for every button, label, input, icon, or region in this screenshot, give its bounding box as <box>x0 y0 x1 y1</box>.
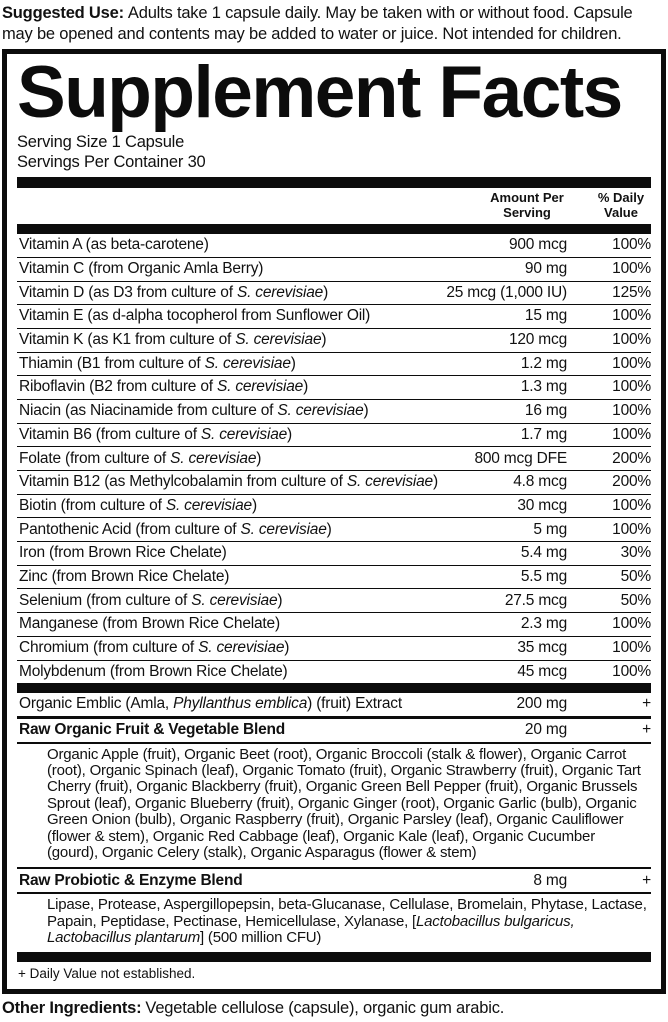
amount-value: 45 mcg <box>517 662 567 680</box>
table-row <box>17 446 651 470</box>
table-row <box>17 328 651 352</box>
divider-bar-footnote <box>17 952 651 962</box>
table-row <box>17 693 651 716</box>
daily-value: 100% <box>612 378 651 396</box>
ingredient-name: Vitamin B6 (from culture of S. cerevisiae) <box>19 425 293 443</box>
table-row <box>17 423 651 447</box>
table-row <box>17 719 651 742</box>
ingredient-name: Iron (from Brown Rice Chelate) <box>19 544 227 562</box>
serving-size: Serving Size 1 Capsule <box>17 133 185 152</box>
amount-value: 35 mcg <box>517 639 567 657</box>
nutrient-table <box>17 234 651 683</box>
ingredient-name: Vitamin K (as K1 from culture of S. cerevisiae) <box>19 331 327 349</box>
ingredient-name: Riboflavin (B2 from culture of S. cerevisiae) <box>19 378 309 396</box>
ingredient-name: Vitamin E (as d-alpha tocopherol from Sunflower Oil) <box>19 307 371 325</box>
suggested-use-label: Suggested Use: <box>2 4 124 22</box>
amount-value: 5 mg <box>533 520 567 538</box>
ingredient-name: Manganese (from Brown Rice Chelate) <box>19 615 280 633</box>
amount-value: 1.3 mg <box>520 378 567 396</box>
daily-value: 100% <box>612 260 651 278</box>
daily-value-column-header: % Daily Value <box>597 190 645 220</box>
ingredient-name: Raw Organic Fruit & Vegetable Blend <box>19 721 286 739</box>
amount-value: 1.7 mg <box>520 425 567 443</box>
daily-value: 100% <box>612 520 651 538</box>
daily-value: 125% <box>612 283 651 301</box>
table-row <box>17 660 651 684</box>
ingredient-name: Zinc (from Brown Rice Chelate) <box>19 567 230 585</box>
table-row <box>17 565 651 589</box>
daily-value: 100% <box>612 615 651 633</box>
table-row <box>17 869 651 892</box>
daily-value: 100% <box>612 307 651 325</box>
daily-value: 100% <box>612 402 651 420</box>
ingredient-name: Niacin (as Niacinamide from culture of S. cerevisiae) <box>19 402 369 420</box>
blend-ingredients: Organic Apple (fruit), Organic Beet (root), Organic Broccoli (stalk & flower), Organic Carrot (root), Organic Spinach (leaf), Organic Tomato (fruit), Organic Strawberry (fruit), Organic Tart Cherry (fruit), Organic Blackberry (fruit), Organic Green Bell Pepper (fruit), Organic Brussels Sprout (leaf), Organic Blueberry (fruit), Organic Ginger (root), Organic Garlic (bulb), Organic Green Onion (bulb), Organic Raspberry (fruit), Organic Parsley (leaf), Organic Cauliflower (flower & stem), Organic Red Cabbage (leaf), Organic Kale (leaf), Organic Cucumber (gourd), Organic Celery (stalk), Organic Asparagus (flower & stem) <box>47 745 641 862</box>
table-row <box>17 352 651 376</box>
suggested-use-text: Adults take 1 capsule daily. May be taken with or without food. Capsule may be opened and contents may be added to water or juice. Not intended for children. <box>2 4 633 43</box>
ingredient-name: Raw Probiotic & Enzyme Blend <box>19 871 243 889</box>
daily-value: 200% <box>612 473 651 491</box>
amount-value: 800 mcg DFE <box>474 449 567 467</box>
amount-value: 200 mg <box>516 695 567 713</box>
amount-value: 1.2 mg <box>520 354 567 372</box>
table-row <box>17 541 651 565</box>
blend-ingredients: Lipase, Protease, Aspergillopepsin, beta-Glucanase, Cellulase, Bromelain, Phytase, Lactase, Papain, Peptidase, Pectinase, Hemicellulase, Xylanase, [Lactobacillus bulgaricus, Lactobacillus plantarum] (500 million CFU) <box>47 896 647 946</box>
ingredient-name: Thiamin (B1 from culture of S. cerevisiae) <box>19 354 296 372</box>
divider-bar-blends <box>17 683 651 693</box>
daily-value: 100% <box>612 236 651 254</box>
ingredient-name: Vitamin C (from Organic Amla Berry) <box>19 260 264 278</box>
table-row <box>17 399 651 423</box>
table-row <box>17 257 651 281</box>
other-ingredients <box>0 994 668 1022</box>
daily-value: + <box>642 871 651 889</box>
daily-value: 100% <box>612 496 651 514</box>
supplement-facts-panel <box>2 49 666 994</box>
amount-value: 2.3 mg <box>520 615 567 633</box>
ingredient-name: Selenium (from culture of S. cerevisiae) <box>19 591 283 609</box>
servings-per-container: Servings Per Container 30 <box>17 153 206 172</box>
divider-bar-top <box>17 177 651 188</box>
blend-table <box>17 693 651 952</box>
suggested-use <box>0 0 668 49</box>
daily-value: + <box>642 695 651 713</box>
amount-column-header: Amount Per Serving <box>490 190 564 220</box>
daily-value: 50% <box>620 591 651 609</box>
ingredient-name: Vitamin D (as D3 from culture of S. cerevisiae) <box>19 283 329 301</box>
daily-value: 100% <box>612 662 651 680</box>
daily-value: 200% <box>612 449 651 467</box>
daily-value: 100% <box>612 425 651 443</box>
daily-value: 100% <box>612 354 651 372</box>
table-row <box>17 636 651 660</box>
table-row <box>17 375 651 399</box>
ingredient-name: Pantothenic Acid (from culture of S. cerevisiae) <box>19 520 332 538</box>
other-ingredients-label: Other Ingredients: <box>2 999 142 1018</box>
daily-value: + <box>642 721 651 739</box>
daily-value: 50% <box>620 567 651 585</box>
amount-value: 30 mcg <box>517 496 567 514</box>
amount-value: 90 mg <box>524 260 567 278</box>
divider-bar-header <box>17 224 651 234</box>
column-headers <box>17 188 651 224</box>
table-row <box>17 281 651 305</box>
daily-value: 30% <box>620 544 651 562</box>
ingredient-name: Folate (from culture of S. cerevisiae) <box>19 449 262 467</box>
ingredient-name: Molybdenum (from Brown Rice Chelate) <box>19 662 288 680</box>
amount-value: 25 mcg (1,000 IU) <box>446 283 567 301</box>
ingredient-name: Chromium (from culture of S. cerevisiae) <box>19 639 290 657</box>
table-row <box>17 612 651 636</box>
amount-value: 8 mg <box>533 871 567 889</box>
ingredient-name: Organic Emblic (Amla, Phyllanthus emblica) (fruit) Extract <box>19 695 402 713</box>
amount-value: 120 mcg <box>508 331 567 349</box>
amount-value: 900 mcg <box>508 236 567 254</box>
daily-value: 100% <box>612 639 651 657</box>
amount-value: 5.5 mg <box>520 567 567 585</box>
other-ingredients-text: Vegetable cellulose (capsule), organic gum arabic. <box>145 999 505 1018</box>
ingredient-name: Vitamin A (as beta-carotene) <box>19 236 209 254</box>
ingredient-name: Vitamin B12 (as Methylcobalamin from culture of S. cerevisiae) <box>19 473 438 491</box>
amount-value: 20 mg <box>524 721 567 739</box>
daily-value: 100% <box>612 331 651 349</box>
table-row <box>17 234 651 257</box>
amount-value: 16 mg <box>524 402 567 420</box>
amount-value: 27.5 mcg <box>504 591 567 609</box>
panel-title: Supplement Facts <box>17 52 622 133</box>
table-row <box>17 494 651 518</box>
amount-value: 5.4 mg <box>520 544 567 562</box>
table-row <box>17 304 651 328</box>
table-row <box>17 517 651 541</box>
amount-value: 15 mg <box>524 307 567 325</box>
ingredient-name: Biotin (from culture of S. cerevisiae) <box>19 496 257 514</box>
table-row <box>17 588 651 612</box>
table-row <box>17 470 651 494</box>
daily-value-footnote: + Daily Value not established. <box>18 966 196 982</box>
amount-value: 4.8 mcg <box>513 473 567 491</box>
